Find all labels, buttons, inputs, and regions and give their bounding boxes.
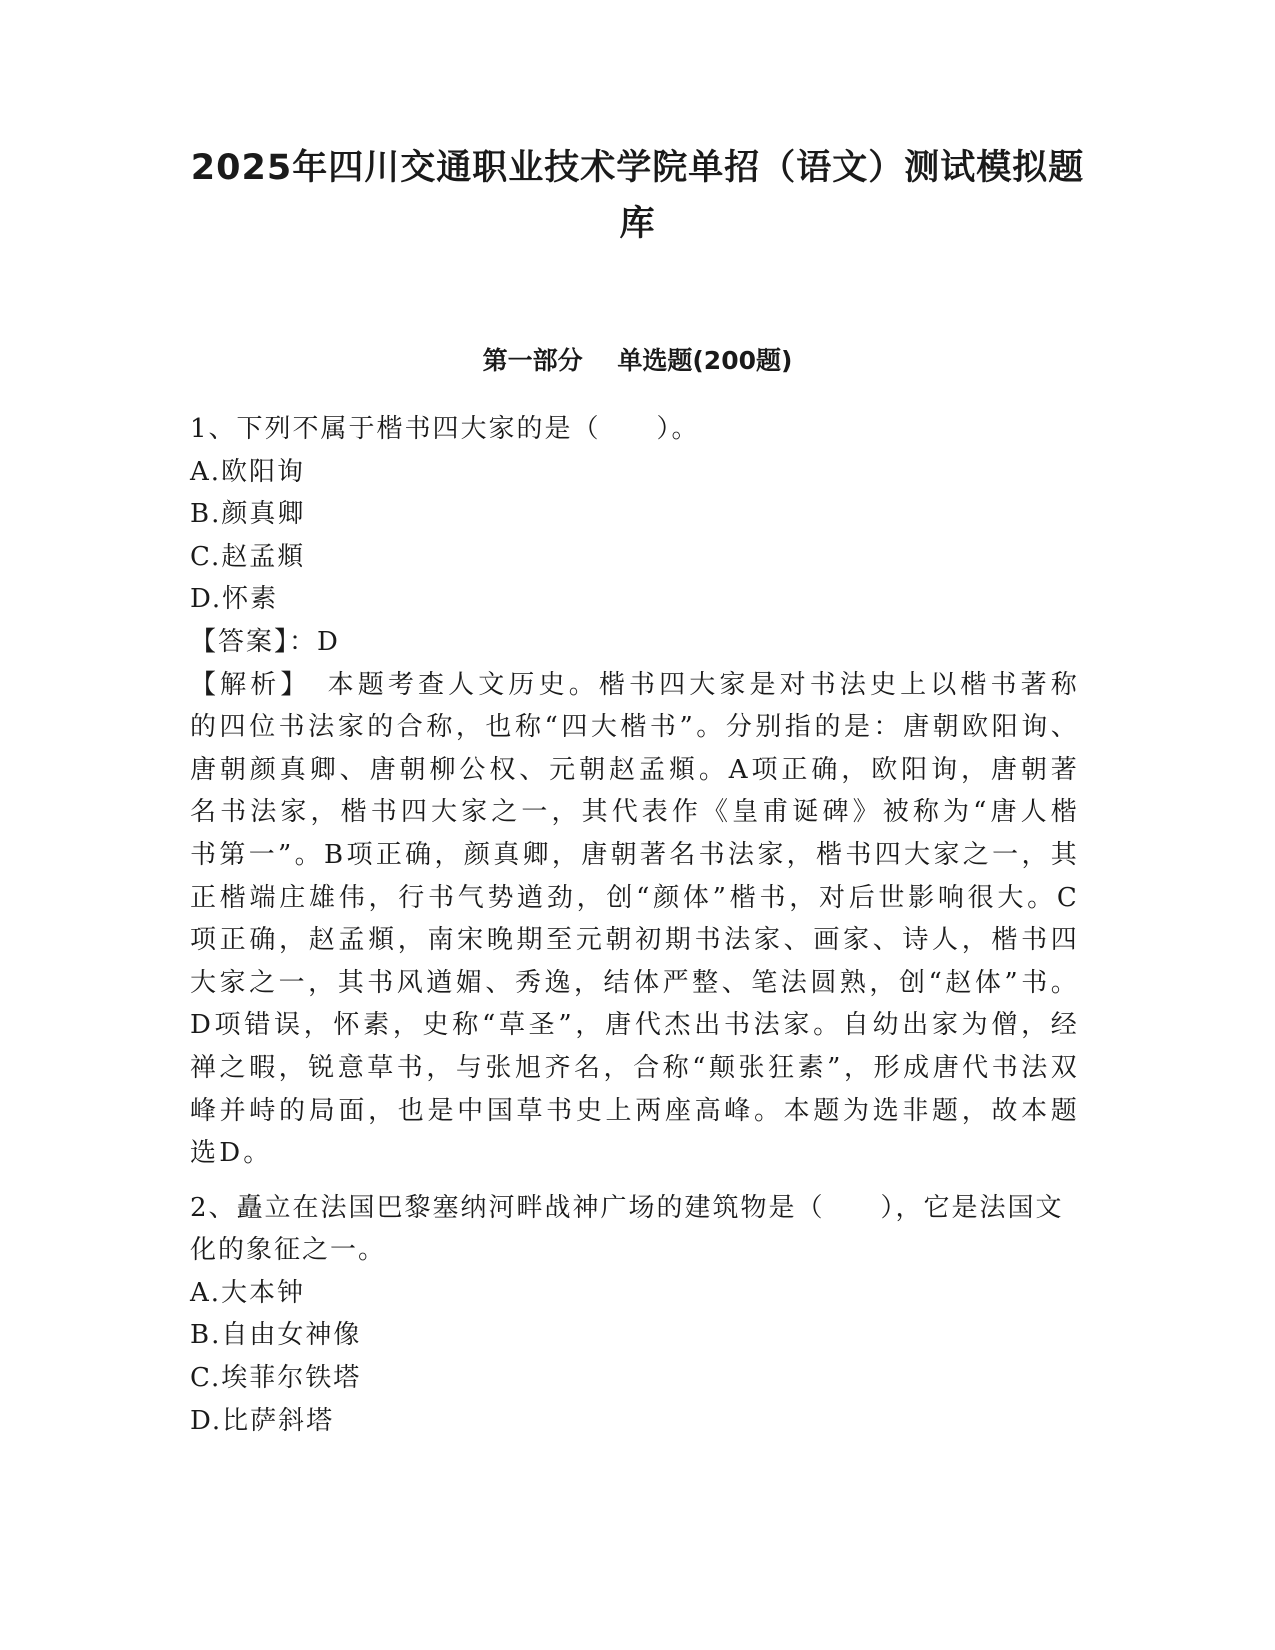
answer: 【答案】：D xyxy=(190,626,340,657)
section-heading: 第一部分 单选题(200题) xyxy=(482,346,793,375)
option-d: D.怀素 xyxy=(190,584,279,615)
option-c: C.埃菲尔铁塔 xyxy=(190,1363,362,1394)
question-1 xyxy=(190,408,1080,1175)
document-title: 2025年四川交通职业技术学院单招（语文）测试模拟题库 xyxy=(190,148,1085,244)
question-stem: 2、矗立在法国巴黎塞纳河畔战神广场的建筑物是（ ），它是法国文化的象征之一。 xyxy=(190,1192,1064,1266)
option-a: A.大本钟 xyxy=(190,1277,306,1308)
option-d: D.比萨斜塔 xyxy=(190,1405,335,1436)
explanation: 【解析】 本题考查人文历史。楷书四大家是对书法史上以楷书著称的四位书法家的合称，也称“四大楷书”。分别指的是：唐朝欧阳询、唐朝颜真卿、唐朝柳公权、元朝赵孟頫。A项正确，欧阳询，唐朝著名书法家，楷书四大家之一，其代表作《皇甫诞碑》被称为“唐人楷书第一”。B项正确，颜真卿，唐朝著名书法家，楷书四大家之一，其正楷端庄雄伟，行书气势遒劲，创“颜体”楷书，对后世影响很大。C项正确，赵孟頫，南宋晚期至元朝初期书法家、画家、诗人，楷书四大家之一，其书风遒媚、秀逸，结体严整、笔法圆熟，创“赵体”书。D项错误，怀素，史称“草圣”，唐代杰出书法家。自幼出家为僧，经禅之暇，锐意草书，与张旭齐名，合称“颠张狂素”，形成唐代书法双峰并峙的局面，也是中国草书史上两座高峰。本题为选非题，故本题选D。 xyxy=(190,669,1080,1169)
option-a: A.欧阳询 xyxy=(190,456,306,487)
question-stem: 1、下列不属于楷书四大家的是（ ）。 xyxy=(190,414,700,444)
question-2 xyxy=(190,1187,1080,1443)
question-list xyxy=(190,408,1080,1442)
option-c: C.赵孟頫 xyxy=(190,541,306,572)
option-b: B.自由女神像 xyxy=(190,1320,362,1351)
option-b: B.颜真卿 xyxy=(190,499,306,530)
